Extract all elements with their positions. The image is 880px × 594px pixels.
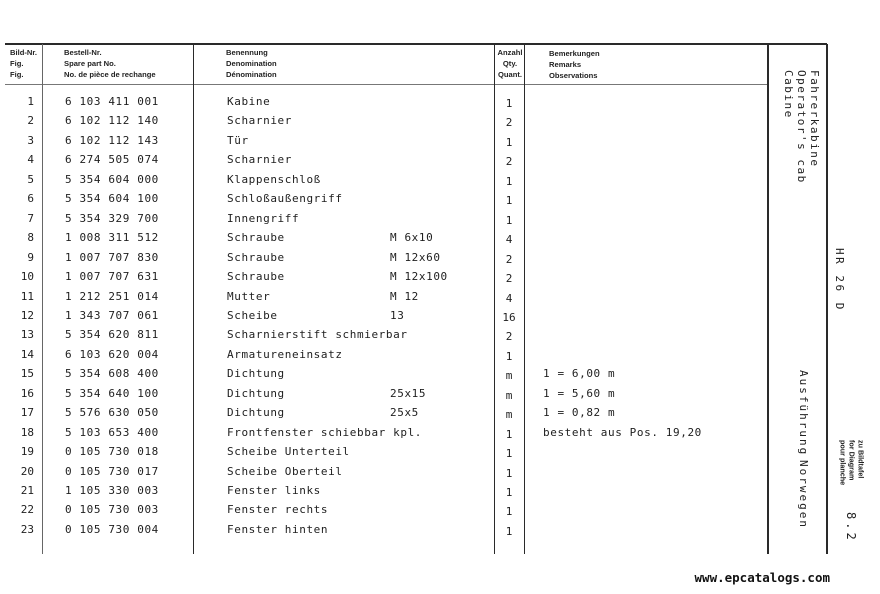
variant-label-1: Ausführung [797, 370, 810, 457]
row-quantity: 1 [505, 349, 513, 363]
table-row [0, 268, 780, 287]
table-row [0, 210, 780, 229]
row-part-number: 1 343 707 061 [65, 308, 159, 322]
row-part-number: 5 354 640 100 [65, 386, 159, 400]
top-border-line [5, 43, 827, 45]
row-quantity: 16 [502, 310, 516, 324]
row-specification: 25x15 [390, 386, 427, 400]
row-part-number: 5 354 329 700 [65, 211, 159, 225]
row-quantity: 1 [505, 213, 513, 227]
row-quantity: m [505, 408, 513, 422]
row-fig-number: 11 [20, 289, 34, 303]
row-part-number: 6 103 411 001 [65, 95, 159, 108]
row-quantity: 1 [505, 174, 513, 188]
table-row [0, 151, 780, 170]
row-quantity: 1 [505, 427, 513, 441]
header-part-de: Bestell-Nr. [64, 48, 102, 57]
section-title-en: Operator's cab [795, 70, 808, 184]
row-part-number: 6 274 505 074 [65, 153, 159, 167]
row-fig-number: 9 [27, 250, 34, 264]
row-remark: 1 = 0,82 m [543, 406, 616, 420]
table-row [0, 112, 780, 131]
row-part-number: 5 354 608 400 [65, 367, 159, 381]
header-divider-line [5, 84, 767, 85]
row-part-number: 1 007 707 631 [65, 270, 159, 284]
header-quantity [496, 47, 524, 80]
row-specification: M 12 [390, 289, 419, 303]
row-quantity: 1 [505, 447, 513, 461]
header-remarks [549, 48, 600, 81]
row-fig-number: 14 [20, 347, 34, 361]
row-denomination: Dichtung [227, 406, 285, 420]
table-row [0, 501, 780, 520]
row-specification: 13 [390, 308, 405, 322]
row-part-number: 1 008 311 512 [65, 231, 159, 245]
row-denomination: Fenster rechts [227, 503, 329, 517]
row-part-number: 5 103 653 400 [65, 425, 159, 439]
table-row [0, 93, 780, 112]
parts-table [0, 93, 780, 543]
row-quantity: 4 [505, 291, 513, 305]
table-row [0, 171, 780, 190]
row-denomination: Scheibe [227, 308, 278, 322]
row-quantity: 1 [505, 97, 513, 110]
row-part-number: 1 007 707 830 [65, 250, 159, 264]
row-part-number: 5 354 620 811 [65, 328, 159, 342]
row-remark: 1 = 6,00 m [543, 367, 616, 381]
row-denomination: Schraube [227, 270, 285, 284]
row-fig-number: 7 [27, 211, 34, 225]
table-row [0, 521, 780, 540]
table-row [0, 132, 780, 151]
row-quantity: 4 [505, 233, 513, 247]
table-row [0, 385, 780, 404]
row-denomination: Fenster links [227, 484, 321, 497]
header-name-fr: Dénomination [226, 70, 277, 79]
header-qty-de: Anzahl [497, 48, 523, 57]
row-fig-number: 12 [20, 308, 34, 322]
footer-website: www.epcatalogs.com [694, 570, 830, 585]
section-title-fr: Cabine [782, 70, 795, 119]
row-fig-number: 22 [20, 503, 34, 517]
row-specification: M 12x100 [390, 270, 448, 284]
row-denomination: Tür [227, 133, 249, 147]
row-denomination: Armatureneinsatz [227, 347, 343, 361]
table-row [0, 288, 780, 307]
row-part-number: 0 105 730 018 [65, 445, 159, 459]
row-denomination: Kabine [227, 95, 271, 108]
row-denomination: Scharnierstift schmierbar [227, 328, 408, 342]
row-part-number: 6 103 620 004 [65, 347, 159, 361]
header-fig-en: Fig. [10, 59, 24, 68]
header-remarks-de: Bemerkungen [549, 49, 600, 58]
row-fig-number: 10 [20, 270, 34, 284]
header-part-en: Spare part No. [64, 59, 116, 68]
row-part-number: 5 576 630 050 [65, 406, 159, 420]
table-row [0, 424, 780, 443]
diagram-label-fr: pour planche [838, 440, 848, 486]
table-row [0, 229, 780, 248]
row-quantity: m [505, 369, 513, 383]
header-remarks-en: Remarks [549, 60, 582, 69]
row-denomination: Scheibe Oberteil [227, 464, 343, 478]
row-fig-number: 4 [27, 153, 34, 167]
variant-label-2: Norwegen [797, 460, 810, 529]
table-row [0, 346, 780, 365]
header-fig-fr: Fig. [10, 70, 24, 79]
row-quantity: 1 [505, 486, 513, 499]
row-fig-number: 13 [20, 328, 34, 342]
row-part-number: 1 212 251 014 [65, 289, 159, 303]
table-row [0, 443, 780, 462]
table-row [0, 365, 780, 384]
row-fig-number: 1 [27, 95, 34, 108]
diagram-label-en: for Diagram [847, 440, 857, 481]
row-denomination: Innengriff [227, 211, 300, 225]
row-quantity: 2 [505, 330, 513, 344]
row-denomination: Frontfenster schiebbar kpl. [227, 425, 423, 439]
row-specification: M 6x10 [390, 231, 434, 245]
row-fig-number: 23 [20, 522, 34, 536]
header-part-fr: No. de pièce de rechange [64, 70, 156, 79]
row-specification: M 12x60 [390, 250, 441, 264]
row-part-number: 0 105 730 003 [65, 503, 159, 517]
row-quantity: 2 [505, 252, 513, 266]
table-row [0, 404, 780, 423]
table-row [0, 326, 780, 345]
header-remarks-fr: Observations [549, 71, 598, 80]
row-quantity: 1 [505, 466, 513, 480]
table-row [0, 249, 780, 268]
header-name-en: Denomination [226, 59, 277, 68]
diagram-number: 8.2 [844, 512, 858, 543]
header-fig-de: Bild-Nr. [10, 48, 38, 57]
row-fig-number: 16 [20, 386, 34, 400]
row-fig-number: 2 [27, 114, 34, 128]
row-quantity: 1 [505, 524, 513, 538]
row-denomination: Fenster hinten [227, 522, 329, 536]
row-quantity: m [505, 388, 513, 402]
row-denomination: Scharnier [227, 114, 293, 128]
row-fig-number: 21 [20, 484, 34, 497]
header-part-number [64, 47, 156, 80]
row-denomination: Klappenschloß [227, 172, 321, 186]
diagram-label-de: zu Bildtafel [856, 440, 866, 479]
row-remark: 1 = 5,60 m [543, 386, 616, 400]
row-quantity: 1 [505, 505, 513, 519]
row-specification: 25x5 [390, 406, 419, 420]
row-fig-number: 6 [27, 192, 34, 206]
row-quantity: 2 [505, 272, 513, 286]
row-fig-number: 17 [20, 406, 34, 420]
table-row [0, 190, 780, 209]
row-quantity: 2 [505, 116, 513, 130]
row-fig-number: 19 [20, 445, 34, 459]
row-part-number: 6 102 112 140 [65, 114, 159, 128]
row-fig-number: 5 [27, 172, 34, 186]
row-denomination: Scharnier [227, 153, 293, 167]
row-fig-number: 8 [27, 231, 34, 245]
header-qty-en: Qty. [502, 59, 518, 68]
row-part-number: 6 102 112 143 [65, 133, 159, 147]
header-qty-fr: Quant. [497, 70, 523, 79]
table-row [0, 482, 780, 501]
table-row [0, 307, 780, 326]
header-fig [10, 47, 37, 80]
row-denomination: Dichtung [227, 386, 285, 400]
row-denomination: Mutter [227, 289, 271, 303]
row-remark: besteht aus Pos. 19,20 [543, 425, 702, 439]
row-quantity: 1 [505, 194, 513, 208]
row-denomination: Dichtung [227, 367, 285, 381]
row-part-number: 0 105 730 004 [65, 522, 159, 536]
model-label: HR 26 D [833, 248, 846, 312]
row-fig-number: 18 [20, 425, 34, 439]
row-denomination: Schraube [227, 250, 285, 264]
row-quantity: 2 [505, 155, 513, 169]
row-fig-number: 20 [20, 464, 34, 478]
row-denomination: Scheibe Unterteil [227, 445, 350, 459]
row-part-number: 0 105 730 017 [65, 464, 159, 478]
header-name-de: Benennung [226, 48, 268, 57]
row-part-number: 5 354 604 000 [65, 172, 159, 186]
row-fig-number: 3 [27, 133, 34, 147]
row-part-number: 1 105 330 003 [65, 484, 159, 497]
section-title-de: Fahrerkabine [808, 70, 821, 168]
row-denomination: Schraube [227, 231, 285, 245]
table-row [0, 463, 780, 482]
right-border-line [826, 44, 828, 554]
header-denomination [226, 47, 277, 80]
row-part-number: 5 354 604 100 [65, 192, 159, 206]
row-quantity: 1 [505, 135, 513, 149]
row-fig-number: 15 [20, 367, 34, 381]
row-denomination: Schloßaußengriff [227, 192, 343, 206]
